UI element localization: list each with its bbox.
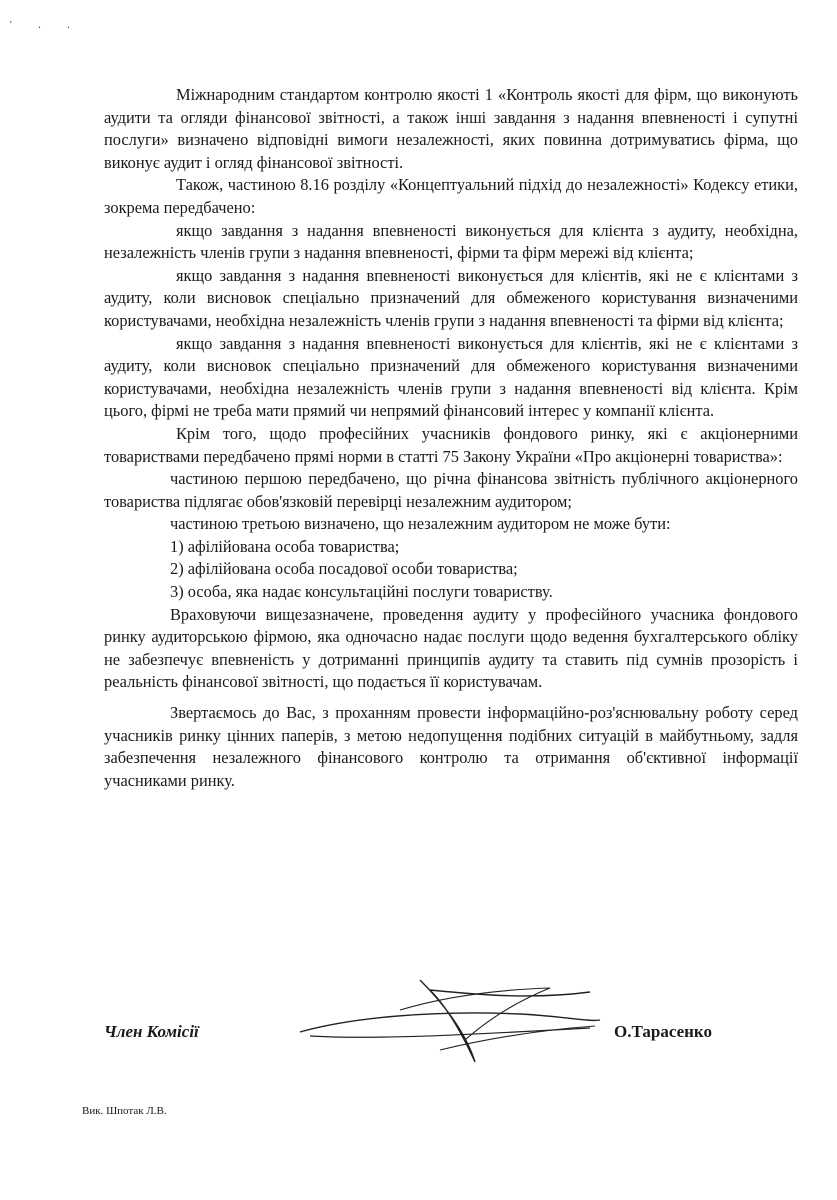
paragraph-part-one: частиною першою передбачено, що річна фінансова звітність публічного акціонерного товариства підлягає обов'язковій перевірці незалежним аудитором; (104, 469, 798, 511)
executor-note: Вик. Шпотак Л.В. (82, 1105, 167, 1117)
scan-marks: ' . . (10, 20, 82, 31)
letter-body (104, 84, 798, 792)
paragraph-ethics-code: Також, частиною 8.16 розділу «Концептуальний підхід до незалежності» Кодексу етики, зокрема передбачено: (104, 175, 798, 217)
paragraph-audit-client: якщо завдання з надання впевненості виконується для клієнта з аудиту, необхідна, незалежність членів групи з надання впевненості, фірми та фірм мережі від клієнта; (104, 220, 798, 263)
signer-name: О.Тарасенко (614, 1022, 713, 1041)
paragraph-part-three: частиною третьою визначено, що незалежним аудитором не може бути: (170, 514, 671, 534)
paragraph-request: Звертаємось до Вас, з проханням провести інформаційно-роз'яснювальну роботу серед учасників ринку цінних паперів, з метою недопущення подібних ситуацій в майбутньому, задля забезпечення незалежного фінансового контролю та отримання об'єктивної інформації учасниками ринку. (104, 703, 798, 790)
list-item-2: 2) афілійована особа посадової особи товариства; (170, 559, 518, 579)
paragraph-non-audit-client-2: якщо завдання з надання впевненості виконується для клієнтів, які не є клієнтами з аудиту, коли висновок спеціально призначений для обмеженого користування визначеними користувачами, необхідна незалежність членів групи з надання впевненості від клієнта. Крім цього, фірмі не треба мати прямий чи непрямий фінансовий інтерес у компанії клієнта. (104, 333, 798, 421)
list-item-1: 1) афілійована особа товариства; (170, 536, 400, 556)
paragraph-quality-standard: Міжнародним стандартом контролю якості 1 «Контроль якості для фірм, що виконують аудити та огляди фінансової звітності, а також інші завдання з надання впевненості і супутні послуги» визначено відповідні вимоги незалежності, яких повинна дотримуватись фірма, що виконує аудит і огляд фінансової звітності. (104, 85, 798, 172)
list-item-3: 3) особа, яка надає консультаційні послуги товариству. (170, 582, 553, 602)
paragraph-non-audit-client-1: якщо завдання з надання впевненості виконується для клієнтів, які не є клієнтами з аудиту, коли висновок спеціально призначений для обмеженого користування визначеними користувачами, необхідна незалежність членів групи з надання впевненості та фірми від клієнта; (104, 265, 798, 330)
handwritten-signature (290, 970, 610, 1070)
paragraph-conclusion: Враховуючи вищезазначене, проведення аудиту у професійного учасника фондового ринку аудиторською фірмою, яка одночасно надає послуги щодо ведення бухгалтерського обліку не забезпечує впевненість у дотриманні принципів аудиту та ставить під сумнів прозорість і реальність фінансової звітності, що подається її користувачам. (104, 604, 798, 692)
signer-position: Член Комісії (104, 1022, 199, 1041)
paragraph-joint-stock-law: Крім того, щодо професійних учасників фондового ринку, які є акціонерними товариствами передбачено прямі норми в статті 75 Закону України «Про акціонерні товариства»: (104, 423, 798, 466)
